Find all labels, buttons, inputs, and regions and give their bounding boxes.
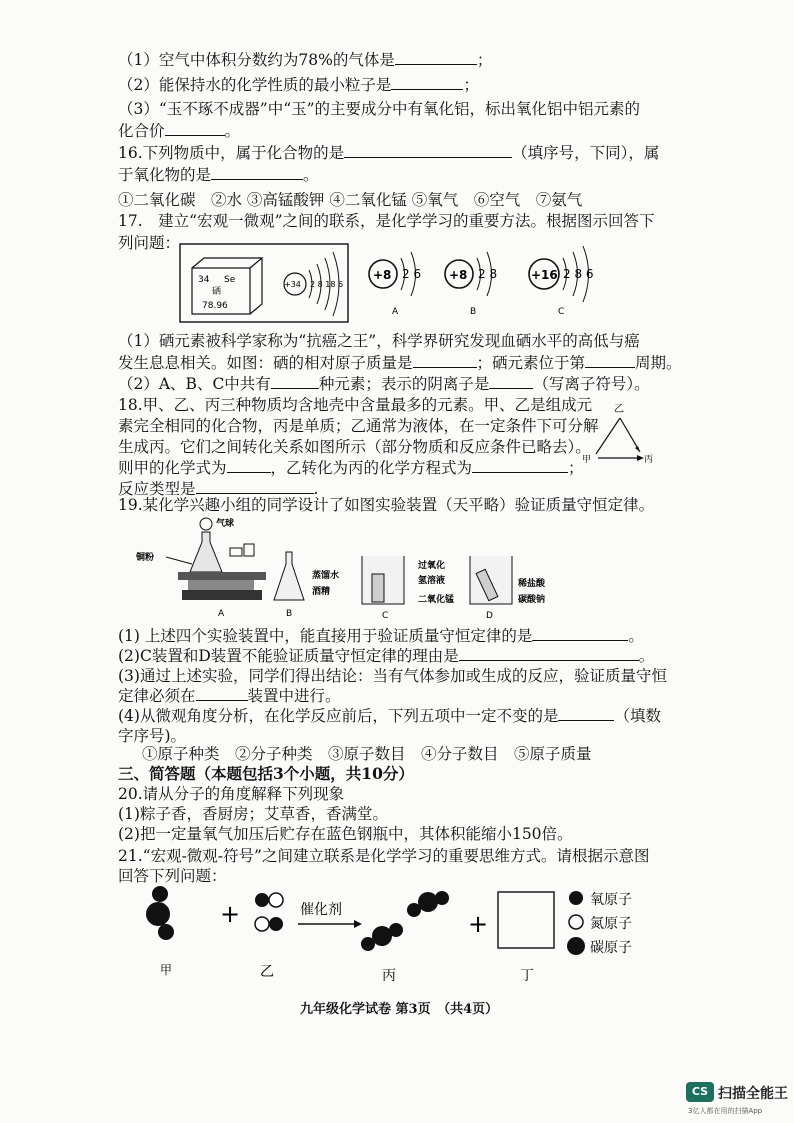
q17-p2: （2）A、B、C中共有 种元素；表示的阴离子是 （写离子符号）。 <box>118 375 650 393</box>
label-alcohol: 酒精 <box>312 587 331 597</box>
answer-blank[interactable] <box>585 353 635 368</box>
atom-structure-figure <box>178 240 638 330</box>
legend-oxygen-label: 氧原子 <box>590 892 632 908</box>
apparatus-d <box>470 556 546 621</box>
apparatus-c <box>362 556 454 621</box>
legend-carbon-icon <box>567 937 585 955</box>
q15-line-1: （1）空气中体积分数约为78%的气体是 ； <box>118 51 493 69</box>
c-nucleus-charge: +16 <box>531 268 558 282</box>
label-copper: 铜粉 <box>136 553 155 563</box>
answer-blank[interactable] <box>196 479 314 494</box>
cell-number: 34 <box>198 275 210 285</box>
label-hcl: 稀盐酸 <box>518 579 546 589</box>
a-shell-electrons: 2 6 <box>402 267 422 281</box>
reaction-diagram <box>132 880 672 988</box>
answer-blank[interactable] <box>558 706 614 721</box>
triangle-top-label: 乙 <box>614 404 624 415</box>
se-atom-structure <box>284 252 343 316</box>
se-nucleus-charge: +34 <box>284 280 301 289</box>
apparatus-b <box>274 552 339 619</box>
q19-p4-line-1: (4)从微观角度分析，在化学反应前后，下列五项中一定不变的是 （填数 <box>118 707 661 725</box>
answer-blank[interactable] <box>165 121 225 136</box>
cell-symbol: Se <box>224 275 236 285</box>
label-bing: 丙 <box>382 968 396 984</box>
blank-box-ding[interactable] <box>498 892 554 948</box>
label-peroxide-1: 过氧化 <box>418 561 446 571</box>
legend-nitrogen-label: 氮原子 <box>590 916 632 932</box>
molecule-jia <box>146 886 174 940</box>
label-a: A <box>218 609 225 619</box>
triangle-right-label: 丙 <box>644 455 654 465</box>
label-mno2: 二氧化锰 <box>418 595 455 605</box>
element-cell <box>192 258 262 314</box>
cell-mass: 78.96 <box>202 301 228 311</box>
apparatus-a <box>136 517 266 619</box>
plus-sign-2: + <box>468 910 489 938</box>
page-footer: 九年级化学试卷 第3页 （共4页） <box>300 1002 499 1017</box>
scanner-tagline: 3亿人都在用的扫描App <box>688 1107 763 1115</box>
cs-logo-icon: CS <box>686 1082 714 1102</box>
q16-line-1: 16.下列物质中，属于化合物的是 （填序号，下同），属 <box>118 144 660 162</box>
q16-line-2: 于氧化物的是 。 <box>118 166 319 184</box>
label-b: B <box>286 609 293 619</box>
q18-line-3: 生成丙。它们之间转化关系如图所示（部分物质和反应条件已略去）。 <box>118 438 591 456</box>
q17-line-2: 列问题： <box>118 234 181 252</box>
label-yi: 乙 <box>260 964 274 980</box>
label-na2co3: 碳酸钠 <box>518 595 546 605</box>
q15-line-4: 化合价 。 <box>118 122 241 140</box>
q15-line-2: （2）能保持水的化学性质的最小粒子是 ； <box>118 76 479 94</box>
label-peroxide-2: 氢溶液 <box>418 576 446 586</box>
conversion-triangle <box>580 400 660 466</box>
q21-line-1: 21.“宏观-微观-符号”之间建立联系是化学学习的重要思维方式。请根据示意图 <box>118 847 650 865</box>
molecule-bing <box>361 891 449 951</box>
answer-blank[interactable] <box>395 50 477 65</box>
plus-sign: + <box>220 900 241 928</box>
molecule-yi <box>255 893 283 931</box>
q19-p4-line-2: 字序号)。 <box>118 727 187 745</box>
q19-p1: (1) 上述四个实验装置中，能直接用于验证质量守恒定律的是 。 <box>118 627 644 645</box>
legend-carbon-label: 碳原子 <box>590 940 632 956</box>
answer-blank[interactable] <box>196 686 248 701</box>
q18-line-4: 则甲的化学式为 ，乙转化为丙的化学方程式为 ； <box>118 459 584 477</box>
section-3-title: 三、简答题（本题包括3个小题，共10分） <box>118 764 414 783</box>
b-nucleus-charge: +8 <box>449 268 468 282</box>
q20-item-1: (1)粽子香，香厨房；艾草香，香满堂。 <box>118 805 388 823</box>
label-jia: 甲 <box>160 963 173 977</box>
q19-p3-line-2: 定律必须在 装置中进行。 <box>118 687 341 705</box>
q20-title: 20.请从分子的角度解释下列现象 <box>118 785 345 803</box>
scanner-app-name: 扫描全能王 <box>718 1086 788 1102</box>
answer-blank[interactable] <box>413 353 477 368</box>
label-d: D <box>486 611 493 621</box>
label-balloon: 气球 <box>216 519 235 529</box>
legend-oxygen-icon <box>569 891 583 905</box>
q18-line-2: 素完全相同的化合物，丙是单质；乙通常为液体，在一定条件下可分解 <box>118 417 599 435</box>
q21-line-2: 回答下列问题： <box>118 867 227 885</box>
scanner-watermark <box>686 1082 790 1118</box>
answer-blank[interactable] <box>227 458 271 473</box>
q18-line-1: 18.甲、乙、丙三种物质均含地壳中含量最多的元素。甲、乙是组成元 <box>118 396 593 414</box>
b-shell-electrons: 2 8 <box>478 267 498 281</box>
q16-options: ①二氧化碳 ②水 ③高锰酸钾 ④二氧化锰 ⑤氧气 ⑥空气 ⑦氨气 <box>118 191 583 209</box>
label-water: 蒸馏水 <box>312 571 340 581</box>
legend-nitrogen-icon <box>569 915 583 929</box>
se-shell-electrons: 2 8 18 6 <box>310 280 344 289</box>
q17-p1-line-1: （1）硒元素被科学家称为“抗癌之王”，科学界研究发现血硒水平的高低与癌 <box>118 332 640 350</box>
q20-item-2: (2)把一定量氧气加压后贮存在蓝色钢瓶中，其体积能缩小150倍。 <box>118 825 573 843</box>
triangle-left-label: 甲 <box>582 455 592 465</box>
catalyst-label: 催化剂 <box>300 902 342 918</box>
q19-p2: (2)C装置和D装置不能验证质量守恒定律的理由是 。 <box>118 647 655 665</box>
q19-p3-line-1: (3)通过上述实验，同学们得出结论：当有气体参加或生成的反应，验证质量守恒 <box>118 667 667 685</box>
answer-blank[interactable] <box>211 165 303 180</box>
answer-blank[interactable] <box>532 626 628 641</box>
atom-a-structure <box>369 252 421 317</box>
answer-blank[interactable] <box>344 143 512 158</box>
label-c: C <box>382 611 389 621</box>
answer-blank[interactable] <box>391 75 463 90</box>
atom-c-structure <box>529 246 594 317</box>
q18-line-5: 反应类型是 . <box>118 480 319 498</box>
q15-line-3: （3）“玉不琢不成器”中“玉”的主要成分中有氧化铝，标出氧化铝中铝元素的 <box>118 100 641 118</box>
answer-blank[interactable] <box>271 374 319 389</box>
label-c: C <box>558 307 565 317</box>
label-ding: 丁 <box>520 968 534 984</box>
q17-p1-line-2: 发生息息相关。如图：硒的相对原子质量是 ；硒元素位于第 周期。 <box>118 354 682 372</box>
c-shell-electrons: 2 8 6 <box>563 267 594 281</box>
answer-blank[interactable] <box>489 374 533 389</box>
label-a: A <box>392 307 399 317</box>
atom-b-structure <box>445 252 497 317</box>
q19-options: ①原子种类 ②分子种类 ③原子数目 ④分子数目 ⑤原子质量 <box>142 745 592 763</box>
answer-blank[interactable] <box>472 458 568 473</box>
mass-conservation-apparatus <box>136 512 556 624</box>
label-b: B <box>470 307 477 317</box>
answer-blank[interactable] <box>459 646 639 661</box>
cell-name: 硒 <box>212 287 222 297</box>
a-nucleus-charge: +8 <box>373 268 392 282</box>
q19-line-1: 19.某化学兴趣小组的同学设计了如图实验装置（天平略）验证质量守恒定律。 <box>118 496 655 514</box>
q17-line-1: 17. 建立“宏观一微观”之间的联系，是化学学习的重要方法。根据图示回答下 <box>118 212 655 230</box>
